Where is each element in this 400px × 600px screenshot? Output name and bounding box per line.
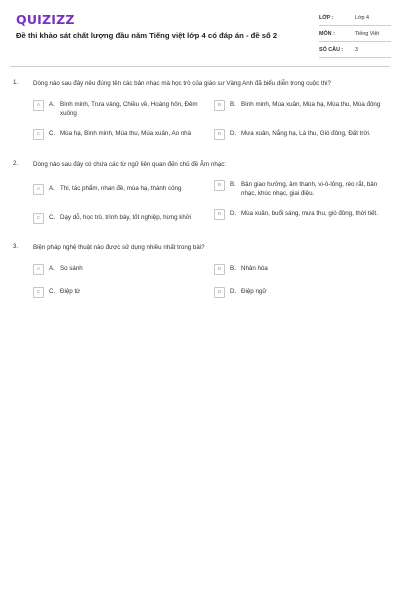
option-box[interactable]: C [33, 213, 44, 224]
quizizz-logo: QUIZIZZ [16, 12, 75, 27]
meta-label: SỐ CÂU : [319, 46, 344, 53]
option-letter: B. [230, 181, 236, 188]
answer-option-b[interactable] [214, 181, 386, 198]
option-box[interactable]: B [214, 100, 225, 111]
answer-option-a[interactable] [33, 101, 205, 118]
meta-row-count [319, 42, 391, 58]
question-number: 3. [13, 243, 19, 250]
option-box[interactable]: C [33, 129, 44, 140]
answer-option-d[interactable] [214, 130, 386, 140]
option-box[interactable]: B [214, 180, 225, 191]
answer-option-c[interactable] [33, 130, 205, 140]
option-text: Thi, tác phẩm, nhan đề, mùa hạ, thành công [60, 185, 182, 192]
option-letter: D. [230, 130, 237, 137]
header-divider [10, 66, 390, 67]
answer-option-b[interactable] [214, 101, 386, 111]
answer-option-d[interactable] [214, 288, 386, 298]
option-letter: C. [49, 288, 56, 295]
answer-option-d[interactable] [214, 210, 386, 220]
option-letter: A. [49, 265, 55, 272]
option-text: So sánh [60, 265, 83, 272]
answer-option-b[interactable] [214, 265, 386, 275]
option-box[interactable]: A [33, 100, 44, 111]
question-number: 2. [13, 160, 19, 167]
meta-table [319, 10, 391, 58]
option-box[interactable]: A [33, 184, 44, 195]
option-text: Điệp từ [60, 288, 81, 295]
option-text: Mùa xuân, buổi sáng, mưa thu, gió đông, thời tiết. [241, 210, 378, 217]
meta-row-class [319, 10, 391, 26]
option-box[interactable]: D [214, 209, 225, 220]
option-text: Bản giao hưởng, âm thanh, vi-ô-lông, réo rắt, bản nhạc, khúc nhạc, giai điệu. [241, 181, 378, 197]
page-title: Đề thi khảo sát chất lượng đầu năm Tiếng việt lớp 4 có đáp án - đề số 2 [16, 31, 278, 40]
option-text: Điệp ngữ [241, 288, 267, 295]
meta-label: LỚP : [319, 14, 334, 21]
answer-option-a[interactable] [33, 265, 205, 275]
meta-value: 3 [355, 46, 358, 53]
option-box[interactable]: D [214, 287, 225, 298]
question-number: 1. [13, 79, 19, 86]
meta-value: Tiếng Việt [355, 30, 379, 37]
option-text: Bình minh, Trưa vàng, Chiều về, Hoàng hôn, Đêm xuống [60, 101, 198, 117]
option-box[interactable]: A [33, 264, 44, 275]
option-text: Mưa xuân, Nắng hạ, Lá thu, Gió đông, Đất trời. [241, 130, 371, 137]
option-letter: D. [230, 210, 237, 217]
option-letter: B. [230, 101, 236, 108]
option-letter: B. [230, 265, 236, 272]
meta-value: Lớp 4 [355, 14, 370, 21]
meta-label: MÔN : [319, 30, 335, 37]
answer-option-a[interactable] [33, 185, 205, 195]
question-text: Biện pháp nghệ thuật nào được sử dụng nhiều nhất trong bài? [33, 244, 205, 251]
option-text: Bình minh, Mùa xuân, Mùa hạ, Mùa thu, Mùa đông [241, 101, 381, 108]
question-text: Dòng nào sau đây nêu đúng tên các bản nhạc mà học trò của giáo sư Vàng Anh đã biểu diễn trong cuộc thi? [33, 80, 331, 87]
option-box[interactable]: D [214, 129, 225, 140]
option-letter: C. [49, 130, 56, 137]
meta-row-subject [319, 26, 391, 42]
answer-option-c[interactable] [33, 288, 205, 298]
answer-option-c[interactable] [33, 214, 205, 224]
option-box[interactable]: B [214, 264, 225, 275]
question-text: Dòng nào sau đây có chứa các từ ngữ liên quan đến chủ đề Âm nhạc: [33, 161, 227, 168]
option-box[interactable]: C [33, 287, 44, 298]
option-letter: D. [230, 288, 237, 295]
option-letter: A. [49, 101, 55, 108]
option-text: Nhân hóa [241, 265, 268, 272]
option-letter: A. [49, 185, 55, 192]
option-text: Mùa hạ, Bình minh, Mùa thu, Mùa xuân, Ao nhà [60, 130, 192, 137]
option-letter: C. [49, 214, 56, 221]
option-text: Dạy dỗ, học trò, trình bày, tốt nghiệp, hừng khởi [60, 214, 192, 221]
